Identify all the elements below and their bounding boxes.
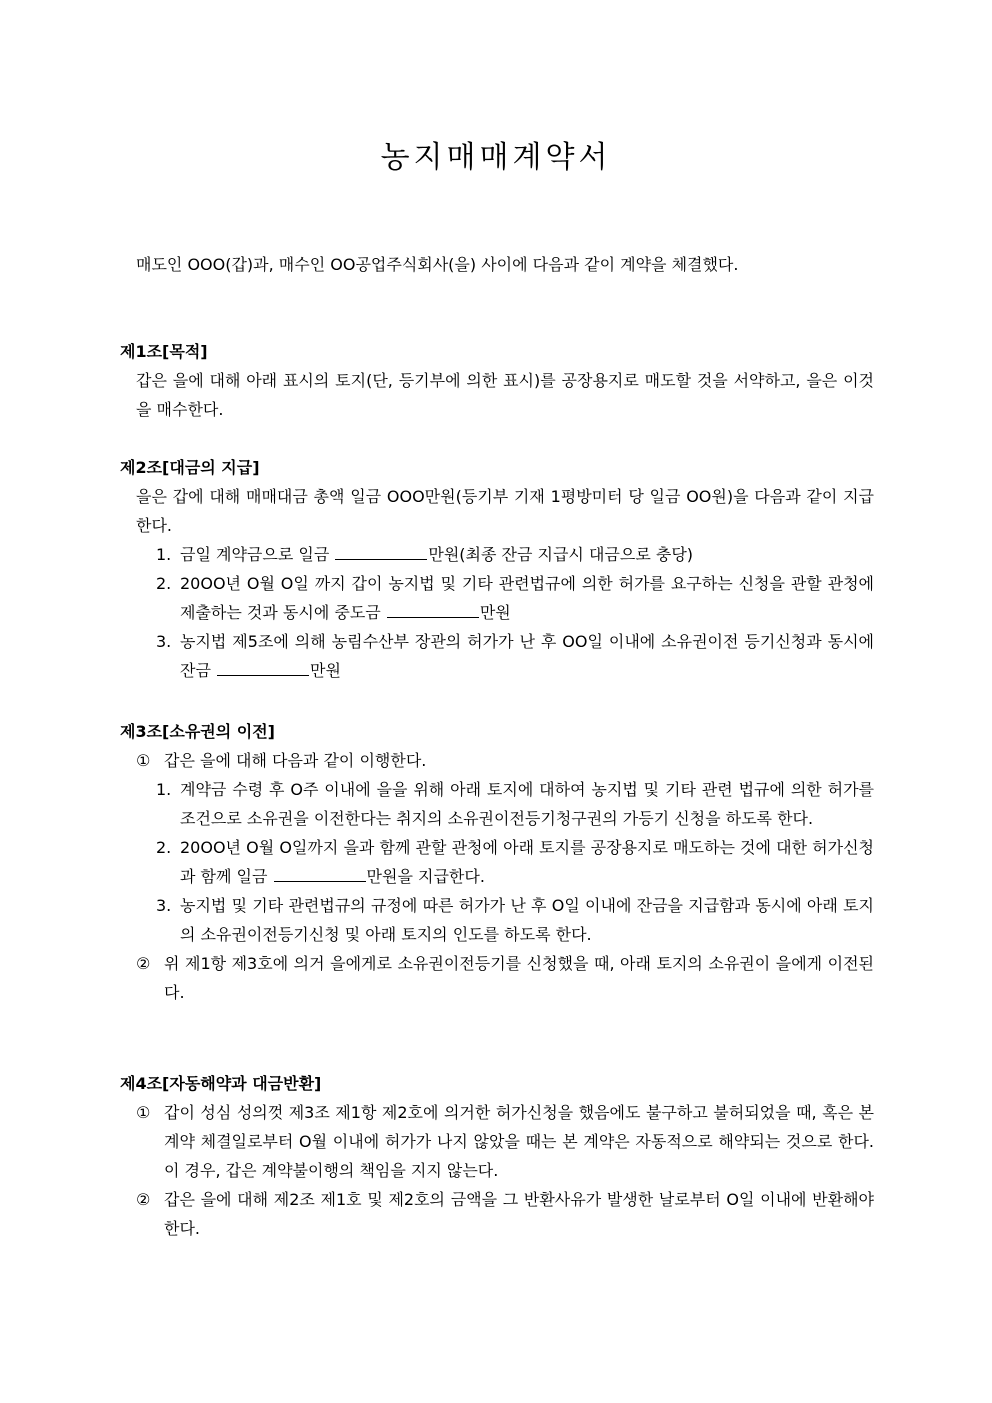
paragraph-text: 갑이 성심 성의껏 제3조 제1항 제2호에 의거한 허가신청을 했음에도 불구하고 불허되었을 때, 혹은 본 계약 체결일로부터 O월 이내에 허가가 나지 않았을 때는 본 계약은 자동적으로 해약되는 것으로 한다. 이 경우, 갑은 계약불이행의 책임을 지지 않는다.: [164, 1103, 874, 1180]
article-4-paragraph-2: [136, 1185, 874, 1243]
fill-in-blank: [274, 865, 366, 882]
item-text: 농지법 제5조에 의해 농림수산부 장관의 허가가 난 후 OO일 이내에 소유권이전 등기신청과 동시에 잔금: [180, 632, 874, 680]
article-1-heading: 제1조[목적]: [120, 342, 208, 361]
article-4-heading: 제4조[자동해약과 대금반환]: [120, 1074, 322, 1093]
item-text-end: 만원: [310, 661, 341, 680]
article-1: [118, 337, 874, 424]
fill-in-blank: [217, 659, 309, 676]
paragraph-number: ①: [136, 751, 151, 770]
article-3-item: [156, 833, 874, 891]
item-text: 농지법 및 기타 관련법규의 규정에 따른 허가가 난 후 O일 이내에 잔금을 지급함과 동시에 아래 토지의 소유권이전등기신청 및 아래 토지의 인도를 하도록 한다.: [180, 896, 874, 944]
item-text-end: 만원: [479, 603, 511, 622]
item-text: 20OO년 O월 O일 까지 갑이 농지법 및 기타 관련법규에 의한 허가를 요구하는 신청을 관할 관청에 제출하는 것과 동시에 중도금: [180, 574, 874, 622]
paragraph-text: 갑은 을에 대해 제2조 제1호 및 제2호의 금액을 그 반환사유가 발생한 날로부터 O일 이내에 반환해야 한다.: [164, 1190, 874, 1238]
item-number: 2.: [156, 574, 172, 593]
article-4: [118, 1069, 874, 1243]
article-2-item: [156, 540, 874, 569]
article-1-body: 갑은 을에 대해 아래 표시의 토지(단, 등기부에 의한 표시)를 공장용지로 매도할 것을 서약하고, 을은 이것을 매수한다.: [136, 371, 874, 419]
article-2: [118, 453, 874, 685]
item-number: 3.: [156, 896, 172, 915]
item-text-end: 만원(최종 잔금 지급시 대금으로 충당): [428, 545, 694, 564]
article-4-paragraph-1: [136, 1098, 874, 1185]
fill-in-blank: [387, 601, 479, 618]
article-2-body: 을은 갑에 대해 매매대금 총액 일금 OOO만원(등기부 기재 1평방미터 당 일금 OO원)을 다음과 같이 지급한다.: [136, 487, 874, 535]
article-3: [118, 717, 874, 1007]
paragraph-number: ②: [136, 1190, 151, 1209]
item-text: 20OO년 O월 O일까지 을과 함께 관할 관청에 아래 토지를 공장용지로 매도하는 것에 대한 허가신청과 함께 일금: [180, 838, 874, 886]
fill-in-blank: [335, 543, 427, 560]
intro-paragraph: 매도인 OOO(갑)과, 매수인 OO공업주식회사(을) 사이에 다음과 같이 계약을 체결했다.: [136, 255, 739, 274]
article-3-paragraph-1: [136, 746, 874, 775]
paragraph-number: ①: [136, 1103, 151, 1122]
item-number: 2.: [156, 838, 172, 857]
item-number: 3.: [156, 632, 172, 651]
paragraph-text: 위 제1항 제3호에 의거 을에게로 소유권이전등기를 신청했을 때, 아래 토지의 소유권이 을에게 이전된다.: [164, 954, 874, 1002]
item-number: 1.: [156, 545, 172, 564]
paragraph-text: 갑은 을에 대해 다음과 같이 이행한다.: [164, 751, 427, 770]
article-2-item: [156, 569, 874, 627]
item-text: 금일 계약금으로 일금: [180, 545, 335, 564]
article-3-item: [156, 775, 874, 833]
document-title: 농지매매계약서: [380, 140, 612, 175]
item-text-end: 만원을 지급한다.: [366, 867, 485, 886]
article-3-paragraph-2: [136, 949, 874, 1007]
article-3-item: [156, 891, 874, 949]
paragraph-number: ②: [136, 954, 151, 973]
article-2-item: [156, 627, 874, 685]
article-3-heading: 제3조[소유권의 이전]: [120, 722, 275, 741]
item-number: 1.: [156, 780, 172, 799]
article-2-heading: 제2조[대금의 지급]: [120, 458, 260, 477]
item-text: 계약금 수령 후 O주 이내에 을을 위해 아래 토지에 대하여 농지법 및 기타 관련 법규에 의한 허가를 조건으로 소유권을 이전한다는 취지의 소유권이전등기청구권의 가등기 신청을 하도록 한다.: [180, 780, 874, 828]
